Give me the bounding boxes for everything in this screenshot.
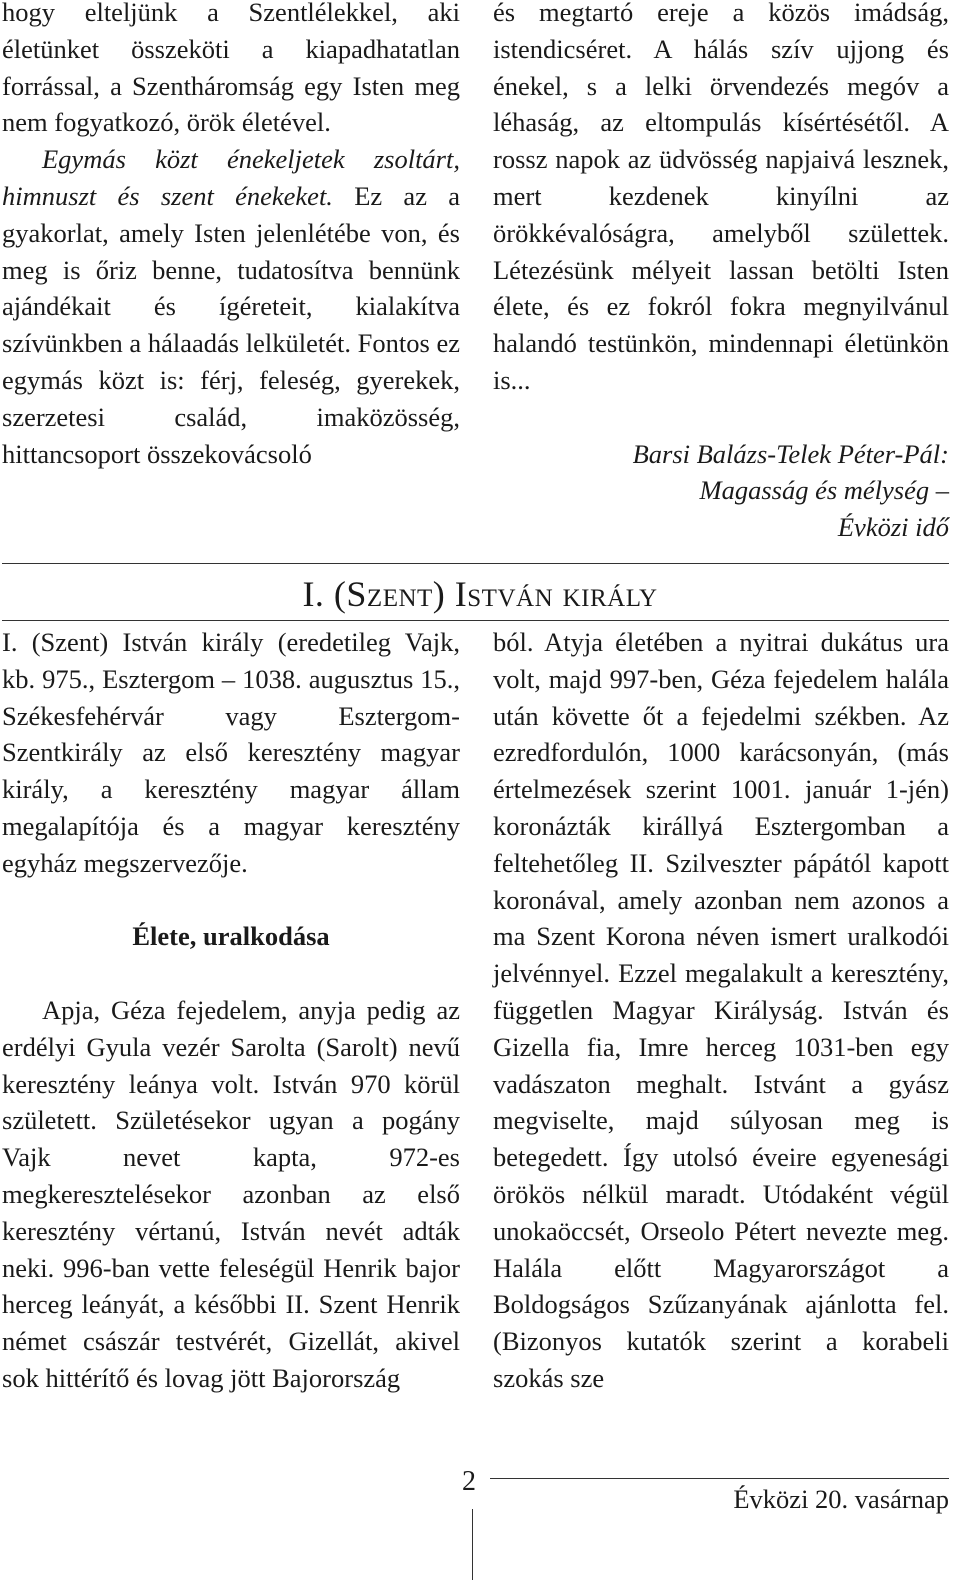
top-left-paragraph-2 xyxy=(2,141,460,472)
attribution-line-1: Barsi Balázs-Telek Péter-Pál: xyxy=(632,438,949,469)
attribution-line-2: Magasság és mélység – xyxy=(699,475,949,506)
top-right-column xyxy=(493,0,949,546)
spacer xyxy=(493,399,949,436)
biography-continued: ból. Atyja életében a nyitrai dukátus ura volt, majd 997-ben, Géza fejedelem halála után követte őt a fejedelmi székben. Az ezredfordulón, 1000 karácsonyán, (más értelmezések szerint 1001. január 1-jén) koronázták királlyá Esztergomban a feltehetőleg II. Szilveszter pápától kapott koronával, amely azonban nem azonos a ma Szent Korona néven ismert uralkodói jelvénnyel. Ezzel megalakult a keresztény, független Magyar Királyság. István és Gizella fia, Imre herceg 1031-ben egy vadászaton meghalt. Istvánt a gyász megviselte, majd súlyosan meg is betegedett. Így utolsó éveire egyenesági örökös nélkül maradt. Utódaként végül unokaöccsét, Orseolo Pétert nevezte meg. Halála előtt Magyarországot a Boldogságos Szűzanyának ajánlotta fel. (Bizonyos kutatók szerint a korabeli szokás sze xyxy=(493,627,949,1393)
biography-paragraph: Apja, Géza fejedelem, anyja pedig az erdélyi Gyula vezér Sarolta (Sarolt) nevű keresztény leánya volt. István 970 körül született. Születésekor ugyan a pogány Vajk nevet kapta, 972-es megkeresztelésekor azonban az első keresztény vértanú, István nevét adták neki. 996-ban vette feleségül Henrik bajor herceg leányát, a későbbi II. Szent Henrik német császár testvérét, Gizellát, akivel sok hittérítő és lovag jött Bajorország xyxy=(2,994,460,1393)
divider-middle xyxy=(2,620,949,621)
subheading: Élete, uralkodása xyxy=(132,921,330,952)
attribution-line-3: Évközi idő xyxy=(837,512,949,543)
top-left-paragraph-1: hogy elteljünk a Szentlélekkel, aki életünket összeköti a kiapadhatatlan forrással, a Szentháromság egy Isten meg nem fogyatkozó, örök életével. xyxy=(2,0,460,138)
bottom-left-column xyxy=(2,624,460,1397)
footer-horizontal-rule xyxy=(490,1478,949,1479)
section-title: I. (Szent) István király xyxy=(302,574,658,614)
top-left-column xyxy=(2,0,460,472)
footer-vertical-rule xyxy=(472,1509,473,1580)
bottom-right-column xyxy=(493,624,949,1397)
divider-top xyxy=(2,563,949,564)
scripture-quote: Egymás közt énekeljetek zsoltárt, himnuszt és szent énekeket. xyxy=(2,144,460,211)
top-right-paragraph-1: és megtartó ereje a közös imádság, istendicséret. A hálás szív ujjong és énekel, s a lelki örvendezés megóv a léhaság, az eltompulás kísértésétől. A rossz napok az üdvösség napjaivá lesznek, mert kezdenek kinyílni az örökkévalóságra, amelyből születtek. Létezésünk mélyeit lassan betölti Isten élete, és ez fokról fokra megnyilvánul halandó testünkön, mindennapi életünkön is... xyxy=(493,0,949,395)
top-left-paragraph-2-rest: Ez az a gyakorlat, amely Isten jelenlétébe von, és meg is őriz benne, tudatosítva bennünk ajándékait és ígéreteit, kialakítva szívünkben a hálaadás lelkületét. Fontos ez egymás közt is: férj, feleség, gyerekek, szerzetesi család, imaközösség, hittancsoport összekovácsoló xyxy=(2,180,460,469)
intro-paragraph: I. (Szent) István király (eredetileg Vajk, kb. 975., Esztergom – 1038. augusztus 15., Székesfehérvár vagy Esztergom-Szentkirály az első keresztény magyar király, a keresztény magyar állam megalapítója és a magyar keresztény egyház megszervezője. xyxy=(2,627,460,878)
footer-label: Évközi 20. vasárnap xyxy=(733,1484,949,1514)
page-number: 2 xyxy=(462,1466,476,1497)
